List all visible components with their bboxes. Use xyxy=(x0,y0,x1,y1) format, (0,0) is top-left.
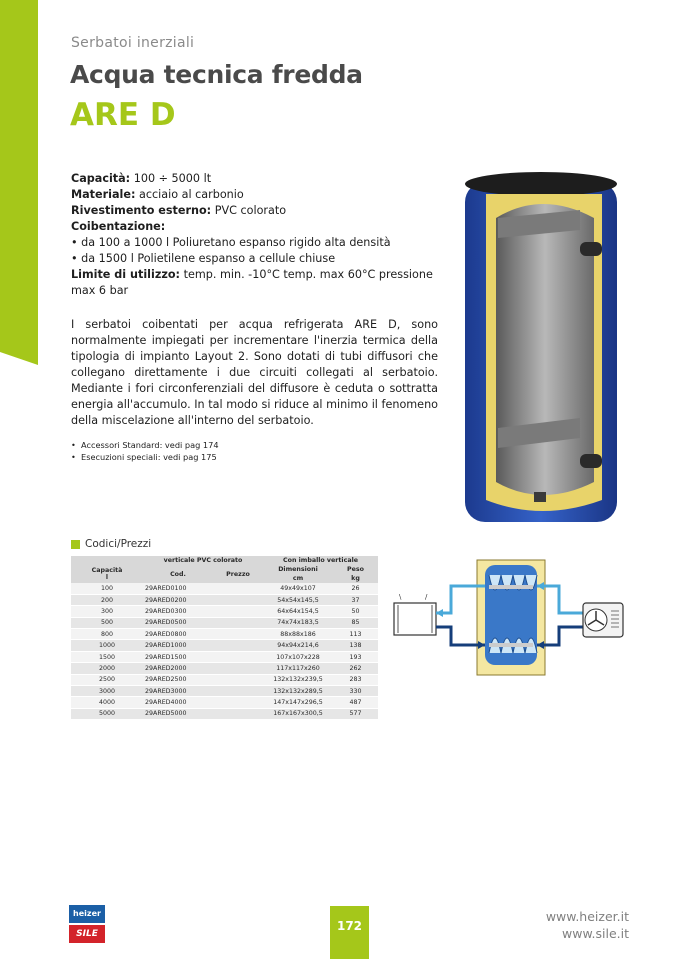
weight-cell: 262 xyxy=(333,663,378,674)
weight-cell: 37 xyxy=(333,594,378,605)
group-header-pvc: verticale PVC colorato xyxy=(143,556,263,565)
capacity-cell: 4000 xyxy=(71,697,143,708)
capacity-cell: 100 xyxy=(71,583,143,594)
code-cell: 29ARED2000 xyxy=(143,663,213,674)
col-header-weight: Peso xyxy=(333,565,378,574)
table-row xyxy=(71,686,378,697)
product-description: I serbatoi coibentati per acqua refrigerata ARE D, sono normalmente impiegati per incrementare l'inerzia termica della tipologia di impianto Layout 2. Sono dotati di tubi diffusori che collegano direttamente i due circuiti collegati al serbatoio. Mediante i fori circonferenziali del diffusore è ceduta o sottratta energia all'accumulo. In tal modo si riduce al minimo il fenomeno della miscelazione all'interno del serbatoio. xyxy=(71,318,438,427)
capacity-cell: 2000 xyxy=(71,663,143,674)
page-number: 172 xyxy=(330,906,369,959)
dimensions-cell: 64x64x154,5 xyxy=(263,606,333,617)
dimensions-cell: 107x107x228 xyxy=(263,651,333,662)
codici-prezzi-heading xyxy=(71,538,151,550)
price-cell xyxy=(213,629,263,640)
capacity-cell: 1000 xyxy=(71,640,143,651)
weight-cell: 330 xyxy=(333,686,378,697)
price-cell xyxy=(213,640,263,651)
capacity-cell: 300 xyxy=(71,606,143,617)
weight-cell: 577 xyxy=(333,708,378,719)
dimensions-cell: 54x54x145,5 xyxy=(263,594,333,605)
table-row xyxy=(71,663,378,674)
price-cell xyxy=(213,617,263,628)
code-cell: 29ARED1000 xyxy=(143,640,213,651)
code-cell: 29ARED0300 xyxy=(143,606,213,617)
price-cell xyxy=(213,708,263,719)
website-links xyxy=(546,908,629,942)
weight-cell: 85 xyxy=(333,617,378,628)
layout-diagram xyxy=(389,555,629,680)
dimensions-cell: 132x132x289,5 xyxy=(263,686,333,697)
code-cell: 29ARED1500 xyxy=(143,651,213,662)
coating-label: Rivestimento esterno: xyxy=(71,204,212,217)
col-header-dim-unit: cm xyxy=(263,574,333,583)
weight-cell: 193 xyxy=(333,651,378,662)
codici-title: Codici/Prezzi xyxy=(85,538,152,550)
price-cell xyxy=(213,674,263,685)
sile-logo: SILE xyxy=(69,925,105,943)
weight-cell: 50 xyxy=(333,606,378,617)
capacity-cell: 2500 xyxy=(71,674,143,685)
weight-cell: 138 xyxy=(333,640,378,651)
code-cell: 29ARED0800 xyxy=(143,629,213,640)
capacity-value: 100 ÷ 5000 lt xyxy=(130,172,212,185)
notes-list xyxy=(71,439,219,463)
table-row xyxy=(71,640,378,651)
material-label: Materiale: xyxy=(71,188,136,201)
capacity-cell: 500 xyxy=(71,617,143,628)
table-row xyxy=(71,583,378,594)
capacity-cell: 200 xyxy=(71,594,143,605)
table-row xyxy=(71,674,378,685)
code-cell: 29ARED2500 xyxy=(143,674,213,685)
website-link-heizer[interactable]: www.heizer.it xyxy=(545,909,629,924)
green-square-icon xyxy=(71,540,80,549)
table-row xyxy=(71,594,378,605)
capacity-cell: 800 xyxy=(71,629,143,640)
code-cell: 29ARED0500 xyxy=(143,617,213,628)
price-cell xyxy=(213,651,263,662)
code-cell: 29ARED3000 xyxy=(143,686,213,697)
code-cell: 29ARED0100 xyxy=(143,583,213,594)
price-table xyxy=(71,556,378,720)
price-cell xyxy=(213,686,263,697)
weight-cell: 26 xyxy=(333,583,378,594)
table-row xyxy=(71,651,378,662)
table-row xyxy=(71,606,378,617)
col-header-capacity: Capacità l xyxy=(71,565,143,583)
col-header-price: Prezzo xyxy=(213,565,263,583)
price-cell xyxy=(213,594,263,605)
insulation-label: Coibentazione: xyxy=(71,220,166,233)
note-item: • Esecuzioni speciali: vedi pag 175 xyxy=(71,451,219,463)
website-link-sile[interactable]: www.sile.it xyxy=(562,926,629,941)
dimensions-cell: 132x132x239,5 xyxy=(263,674,333,685)
dimensions-cell: 49x49x107 xyxy=(263,583,333,594)
page-title: Acqua tecnica fredda xyxy=(70,60,363,89)
capacity-label: Capacità: xyxy=(71,172,131,185)
dimensions-cell: 147x147x296,5 xyxy=(263,697,333,708)
price-cell xyxy=(213,697,263,708)
table-row xyxy=(71,617,378,628)
green-accent-bar xyxy=(0,0,38,365)
insulation-item: • da 1500 l Polietilene espanso a cellule chiuse xyxy=(71,251,446,267)
heizer-logo: heizer xyxy=(69,905,105,923)
model-name: ARE D xyxy=(70,97,176,133)
group-header-packaging: Con imballo verticale xyxy=(263,556,378,565)
table-row xyxy=(71,629,378,640)
insulation-item: • da 100 a 1000 l Poliuretano espanso rigido alta densità xyxy=(71,235,446,251)
svg-text:\: \ xyxy=(399,593,402,601)
dimensions-cell: 167x167x300,5 xyxy=(263,708,333,719)
dimensions-cell: 88x88x186 xyxy=(263,629,333,640)
capacity-cell: 5000 xyxy=(71,708,143,719)
code-cell: 29ARED4000 xyxy=(143,697,213,708)
price-cell xyxy=(213,606,263,617)
table-row xyxy=(71,697,378,708)
col-header-code: Cod. xyxy=(143,565,213,583)
price-cell xyxy=(213,583,263,594)
capacity-cell: 1500 xyxy=(71,651,143,662)
material-value: acciaio al carbonio xyxy=(135,188,244,201)
svg-text:/: / xyxy=(425,593,428,601)
dimensions-cell: 74x74x183,5 xyxy=(263,617,333,628)
code-cell: 29ARED5000 xyxy=(143,708,213,719)
tank-cutaway-illustration xyxy=(462,170,622,532)
limit-label: Limite di utilizzo: xyxy=(71,268,181,281)
brand-logo xyxy=(69,905,105,943)
category-label: Serbatoi inerziali xyxy=(71,35,195,51)
weight-cell: 283 xyxy=(333,674,378,685)
weight-cell: 113 xyxy=(333,629,378,640)
col-header-dimensions: Dimensioni xyxy=(263,565,333,574)
capacity-cell: 3000 xyxy=(71,686,143,697)
specifications xyxy=(71,171,446,299)
limit-value: temp. min. -10°C temp. max 60°C pressione max 6 bar xyxy=(71,268,433,297)
dimensions-cell: 117x117x260 xyxy=(263,663,333,674)
table-row xyxy=(71,708,378,719)
code-cell: 29ARED0200 xyxy=(143,594,213,605)
price-cell xyxy=(213,663,263,674)
coating-value: PVC colorato xyxy=(211,204,287,217)
col-header-weight-unit: kg xyxy=(333,574,378,583)
weight-cell: 487 xyxy=(333,697,378,708)
note-item: • Accessori Standard: vedi pag 174 xyxy=(71,439,219,451)
dimensions-cell: 94x94x214,6 xyxy=(263,640,333,651)
